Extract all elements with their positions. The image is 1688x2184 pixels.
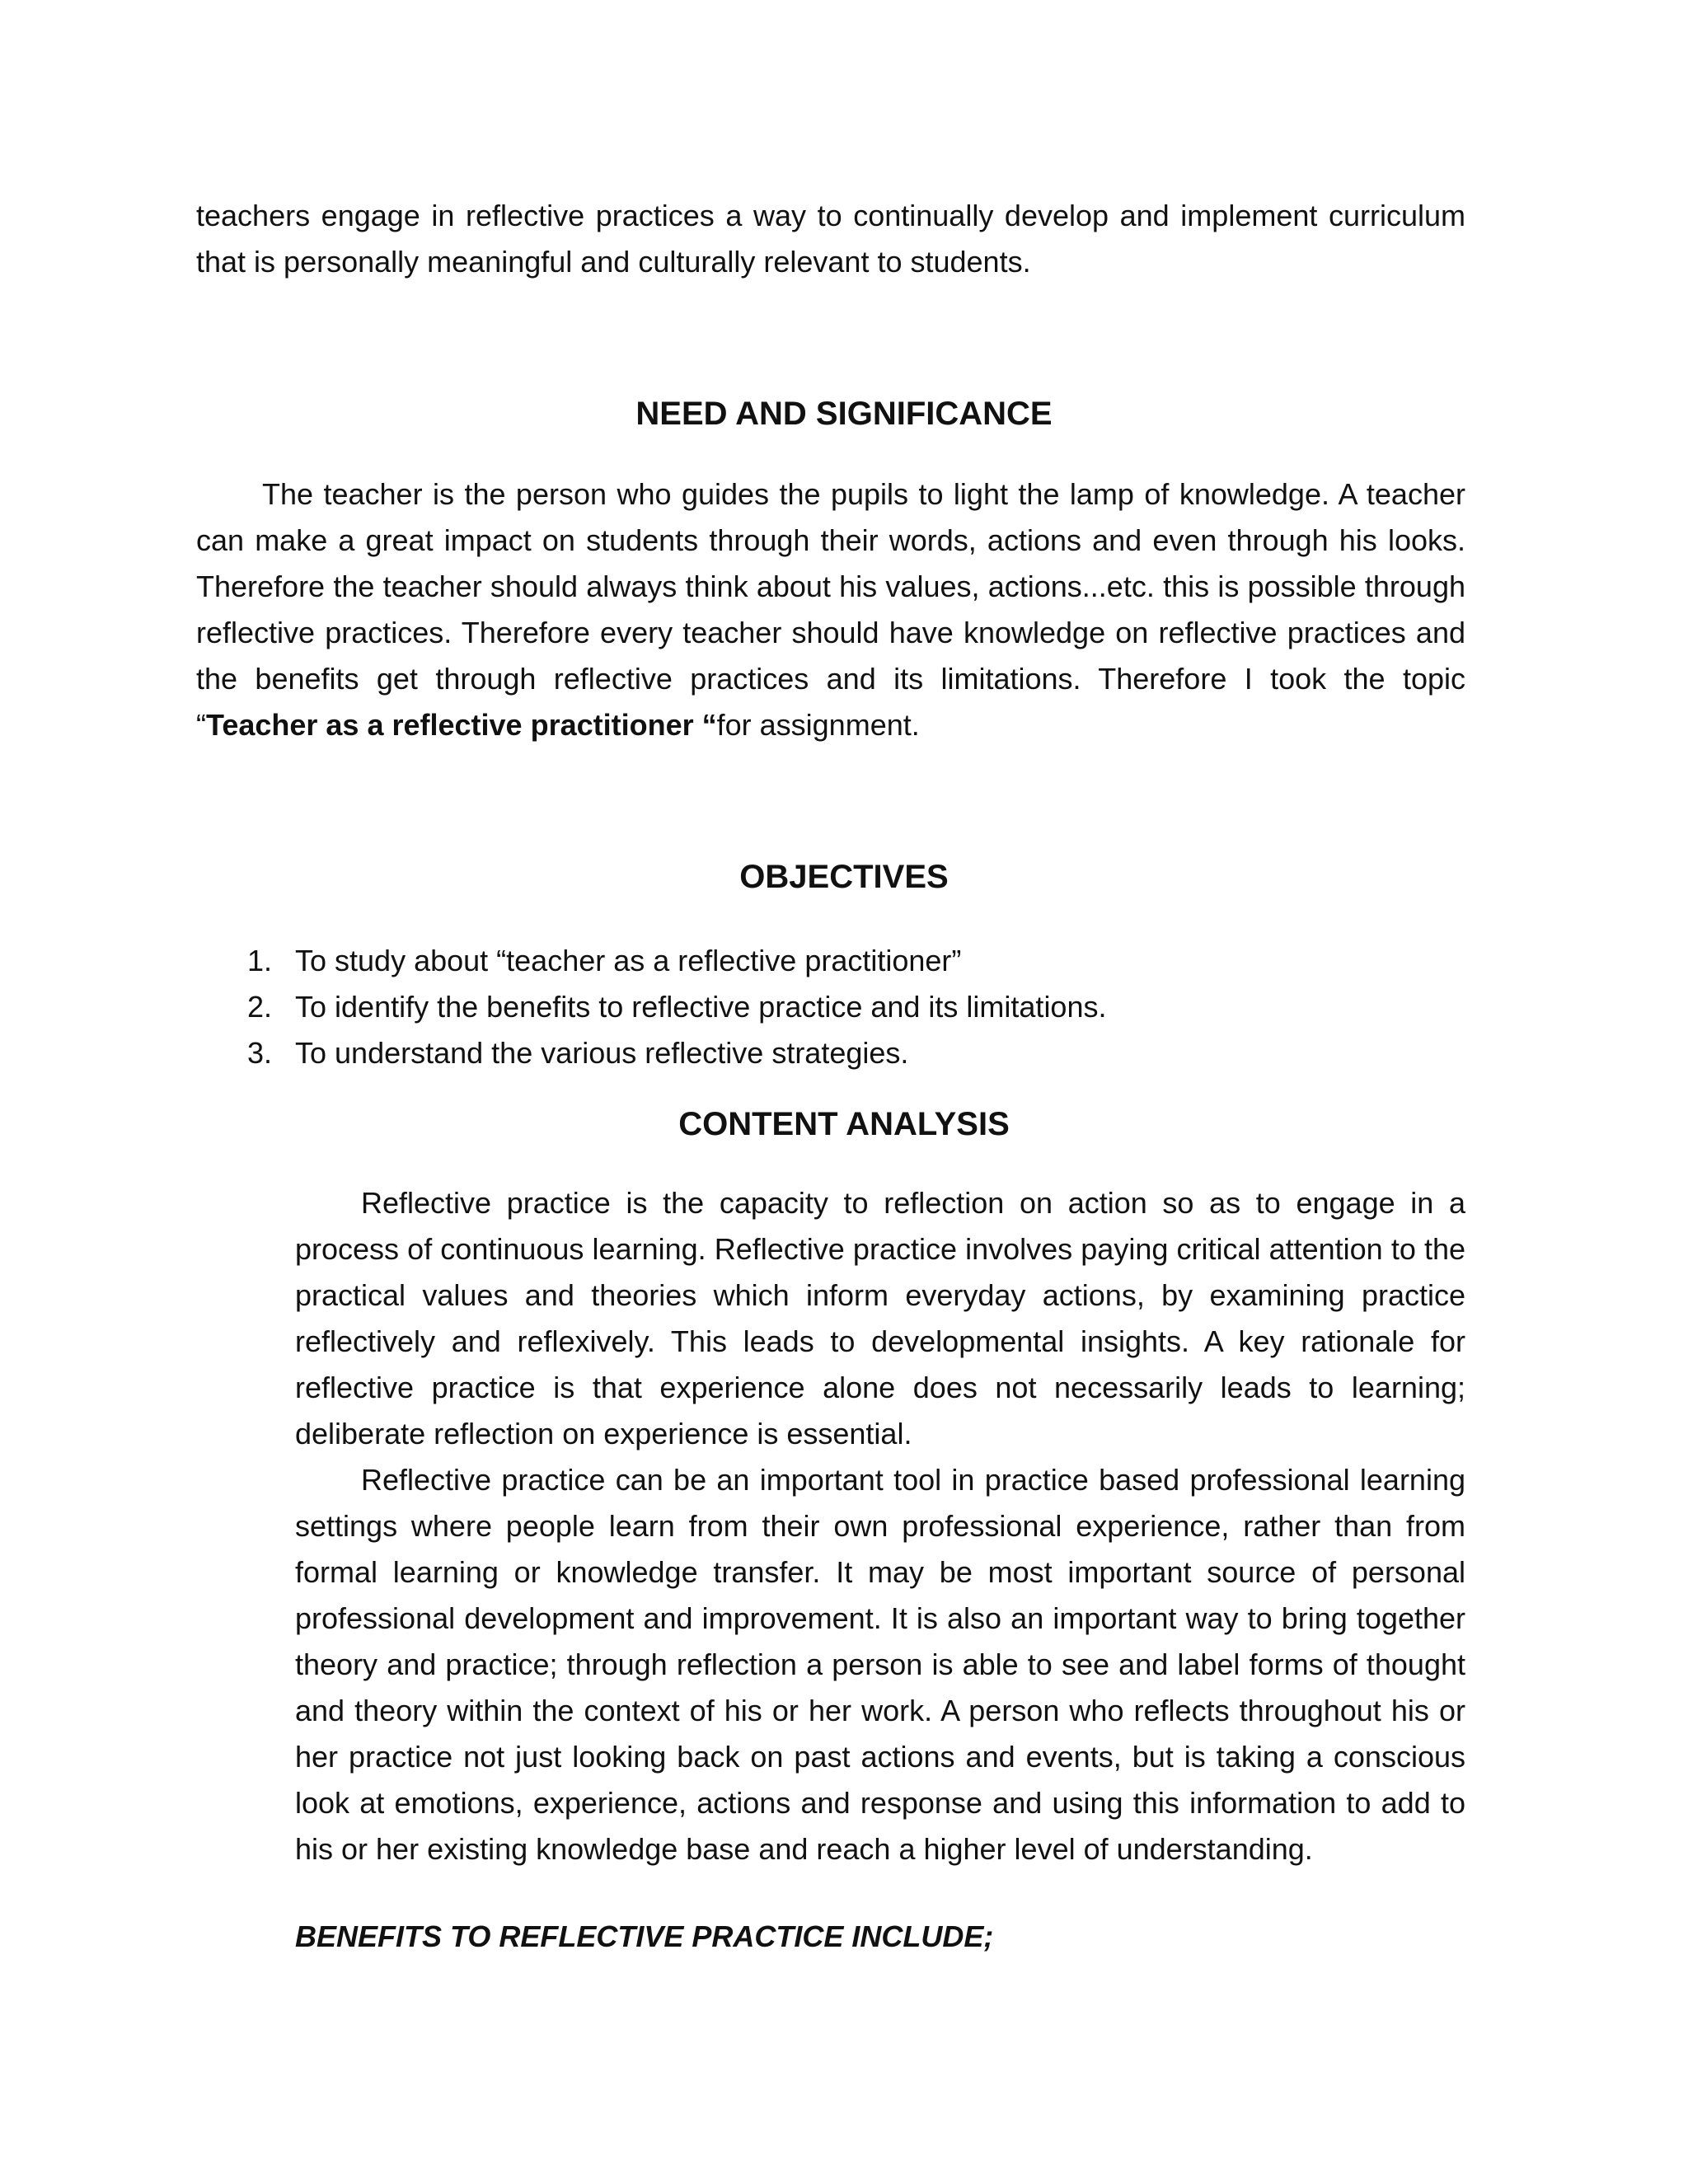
objectives-heading: OBJECTIVES: [739, 859, 949, 895]
objective-item: [247, 984, 1484, 1030]
content-paragraph-1: Reflective practice is the capacity to reflection on action so as to engage in a process of continuous learning. Reflective practice involves paying critical attention to the practical values and theories which inform everyday actions, by examining practice reflectively and reflexively. This leads to developmental insights. A key rationale for reflective practice is that experience alone does not necessarily leads to learning; deliberate reflection on experience is essential.: [295, 1186, 1465, 1451]
objective-number: 3.: [247, 1036, 273, 1070]
benefits-heading: BENEFITS TO REFLECTIVE PRACTICE INCLUDE;: [295, 1919, 994, 1953]
objective-number: 1.: [247, 944, 273, 977]
intro-paragraph: teachers engage in reflective practices a way to continually develop and implement curriculum that is personally meaningful and culturally relevant to students.: [196, 199, 1465, 279]
need-heading: NEED AND SIGNIFICANCE: [635, 396, 1053, 432]
objective-item: [247, 1030, 1484, 1076]
objective-text: To understand the various reflective strategies.: [295, 1036, 909, 1070]
content-paragraph-2: Reflective practice can be an important tool in practice based professional learning settings where people learn from their own professional experience, rather than from formal learning or knowledge transfer. It may be most important source of personal professional development and improvement. It is also an important way to bring together theory and practice; through reflection a person is able to see and label forms of thought and theory within the context of his or her work. A person who reflects throughout his or her practice not just looking back on past actions and events, but is taking a conscious look at emotions, experience, actions and response and using this information to add to his or her existing knowledge base and reach a higher level of understanding.: [295, 1463, 1465, 1866]
objectives-list: [247, 938, 1484, 1076]
need-paragraph: [196, 471, 1465, 748]
need-text: The teacher is the person who guides the pupils to light the lamp of knowledge. A teacher can make a great impact on students through their words, actions and even through his looks. Therefore the teacher should always think about his values, actions...etc. this is possible through reflective practices. Therefore every teacher should have knowledge on reflective practices and the benefits get through reflective practices and its limitations. Therefore I took the topic “: [196, 477, 1465, 742]
objective-item: [247, 938, 1484, 984]
need-text-after: for assignment.: [716, 708, 920, 742]
need-topic-bold: Teacher as a reflective practitioner “: [206, 708, 717, 742]
objective-text: To identify the benefits to reflective practice and its limitations.: [295, 990, 1107, 1024]
content-analysis-heading: CONTENT ANALYSIS: [678, 1106, 1010, 1142]
objective-number: 2.: [247, 990, 273, 1024]
objective-text: To study about “teacher as a reflective practitioner”: [295, 944, 962, 977]
